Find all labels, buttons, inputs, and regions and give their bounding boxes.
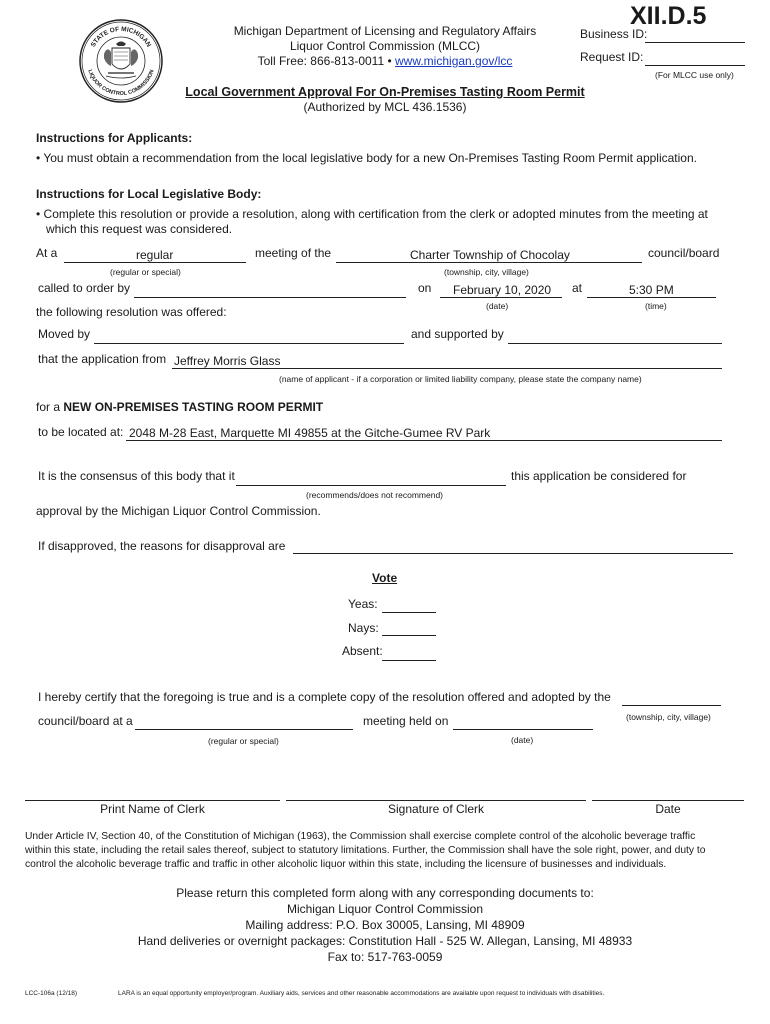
certify-date-field[interactable] <box>453 729 593 730</box>
time-hint: (time) <box>645 301 667 311</box>
location-value: 2048 M-28 East, Marquette MI 49855 at the Gitche-Gumee RV Park <box>129 426 491 440</box>
applicants-bullet: • You must obtain a recommendation from the local legislative body for a new On-Premises Tasting Room Permit application. <box>36 151 697 165</box>
permit-type: NEW ON-PREMISES TASTING ROOM PERMIT <box>63 400 324 414</box>
applicant-field[interactable] <box>172 368 722 369</box>
legislative-bullet-cont: which this request was considered. <box>46 222 233 236</box>
moved-by-field[interactable] <box>94 343 404 344</box>
disapproval-label: If disapproved, the reasons for disapproval are <box>38 539 286 553</box>
at-a-label: At a <box>36 246 58 260</box>
vote-heading: Vote <box>372 571 398 585</box>
council-board-label: council/board <box>648 246 720 260</box>
applicants-heading: Instructions for Applicants: <box>36 131 193 145</box>
certify-township-hint: (township, city, village) <box>626 712 711 722</box>
legislative-heading: Instructions for Local Legislative Body: <box>36 187 262 201</box>
website-link[interactable]: www.michigan.gov/lcc <box>395 54 513 68</box>
article-line-1: Under Article IV, Section 40, of the Constitution of Michigan (1963), the Commission shall exercise complete control of the alcoholic beverage traffic <box>25 831 696 842</box>
form-subtitle: (Authorized by MCL 436.1536) <box>303 100 467 114</box>
time-value: 5:30 PM <box>629 283 674 297</box>
on-label: on <box>418 281 432 295</box>
meeting-of-label: meeting of the <box>255 246 332 260</box>
meeting-type-field[interactable] <box>64 262 246 263</box>
yeas-field[interactable] <box>382 612 436 613</box>
state-seal <box>78 18 164 104</box>
certify-date-hint: (date) <box>511 735 534 745</box>
form-number: LCC-106a (12/18) <box>25 990 78 997</box>
certify-township-field[interactable] <box>622 705 721 706</box>
legislative-bullet-text: Complete this resolution or provide a resolution, along with certification from the clerk or adopted minutes from the meeting at <box>43 207 708 221</box>
for-a-label: for a <box>36 400 61 414</box>
form-code: XII.D.5 <box>630 2 707 30</box>
svg-text:LIQUOR CONTROL COMMISSION: LIQUOR CONTROL COMMISSION <box>86 69 156 98</box>
approval-by-label: approval by the Michigan Liquor Control Commission. <box>36 504 321 518</box>
return-info <box>85 885 685 965</box>
sign-date-label: Date <box>655 802 681 816</box>
absent-label: Absent: <box>342 644 383 658</box>
location-field[interactable] <box>126 440 722 441</box>
disapproval-field[interactable] <box>293 553 733 554</box>
date-hint: (date) <box>486 301 509 311</box>
called-to-order-field[interactable] <box>134 297 406 298</box>
print-name-label: Print Name of Clerk <box>100 802 205 816</box>
for-a-line <box>36 400 323 414</box>
legislative-bullet: • Complete this resolution or provide a resolution, along with certification from the clerk or adopted minutes from the meeting at <box>36 207 708 221</box>
article-text <box>25 830 706 872</box>
date-value: February 10, 2020 <box>453 283 552 297</box>
applicant-hint: (name of applicant - if a corporation or limited liability company, please state the company name) <box>279 374 642 384</box>
return-line-3: Mailing address: P.O. Box 30005, Lansing, MI 48909 <box>245 918 525 932</box>
time-field[interactable] <box>587 297 716 298</box>
application-from-label: that the application from <box>38 352 167 366</box>
nays-field[interactable] <box>382 635 436 636</box>
signature-label: Signature of Clerk <box>387 802 485 816</box>
mlcc-use-note: (For MLCC use only) <box>655 70 734 80</box>
supported-by-label: and supported by <box>411 327 504 341</box>
commission-name: Liquor Control Commission (MLCC) <box>289 39 481 53</box>
business-id-field[interactable] <box>645 42 745 43</box>
located-at-label: to be located at: <box>38 425 124 439</box>
consensus-label: It is the consensus of this body that it <box>38 469 235 483</box>
toll-free: Toll Free: 866-813-0011 • <box>257 54 392 68</box>
recommend-hint: (recommends/does not recommend) <box>306 490 444 500</box>
svg-text:STATE OF MICHIGAN: STATE OF MICHIGAN <box>89 25 153 49</box>
article-line-2: within this state, including the retail sales thereof, subject to statutory limitations. Further, the Commission shall have the sole right, power, and duty to <box>25 845 706 856</box>
township-hint: (township, city, village) <box>444 267 529 277</box>
supported-by-field[interactable] <box>508 343 722 344</box>
print-name-field[interactable] <box>25 800 280 801</box>
business-id-label: Business ID: <box>580 27 648 41</box>
township-field[interactable] <box>336 262 642 263</box>
eeo-statement: LARA is an equal opportunity employer/program. Auxiliary aids, services and other reasonable accommodations are available upon request to individuals with disabilities. <box>118 990 605 997</box>
meeting-type-value: regular <box>136 248 174 262</box>
yeas-label: Yeas: <box>348 597 378 611</box>
considered-for-label: this application be considered for <box>511 469 687 483</box>
return-line-2: Michigan Liquor Control Commission <box>286 902 484 916</box>
signature-field[interactable] <box>286 800 586 801</box>
article-line-3: control the alcoholic beverage traffic and traffic in other alcoholic liquor within this state, including the licensure of businesses and individuals. <box>25 859 667 870</box>
absent-field[interactable] <box>382 660 436 661</box>
township-value: Charter Township of Chocolay <box>410 248 570 262</box>
meeting-type-hint: (regular or special) <box>110 267 181 277</box>
applicants-bullet-text: You must obtain a recommendation from the local legislative body for a new On-Premises Tasting Room Permit application. <box>43 151 697 165</box>
moved-by-label: Moved by <box>38 327 91 341</box>
contact-line <box>200 54 570 68</box>
recommend-field[interactable] <box>236 485 506 486</box>
certify-text: I hereby certify that the foregoing is true and is a complete copy of the resolution offered and adopted by the <box>38 690 611 704</box>
resolution-offered-label: the following resolution was offered: <box>36 305 227 319</box>
sign-date-field[interactable] <box>592 800 744 801</box>
meeting-held-on-label: meeting held on <box>363 714 449 728</box>
return-line-4: Hand deliveries or overnight packages: Constitution Hall - 525 W. Allegan, Lansing, MI 48933 <box>137 934 633 948</box>
at-label: at <box>572 281 583 295</box>
certify-type-hint: (regular or special) <box>208 736 279 746</box>
form-title: Local Government Approval For On-Premises Tasting Room Permit <box>185 85 585 99</box>
return-line-1: Please return this completed form along with any corresponding documents to: <box>176 886 594 900</box>
request-id-field[interactable] <box>645 65 745 66</box>
nays-label: Nays: <box>348 621 379 635</box>
request-id-label: Request ID: <box>580 50 644 64</box>
return-line-5: Fax to: 517-763-0059 <box>327 950 443 964</box>
applicant-value: Jeffrey Morris Glass <box>174 354 281 368</box>
called-to-order-label: called to order by <box>38 281 131 295</box>
date-field[interactable] <box>440 297 562 298</box>
dept-name: Michigan Department of Licensing and Regulatory Affairs <box>233 24 537 38</box>
council-at-label: council/board at a <box>38 714 133 728</box>
certify-type-field[interactable] <box>135 729 353 730</box>
